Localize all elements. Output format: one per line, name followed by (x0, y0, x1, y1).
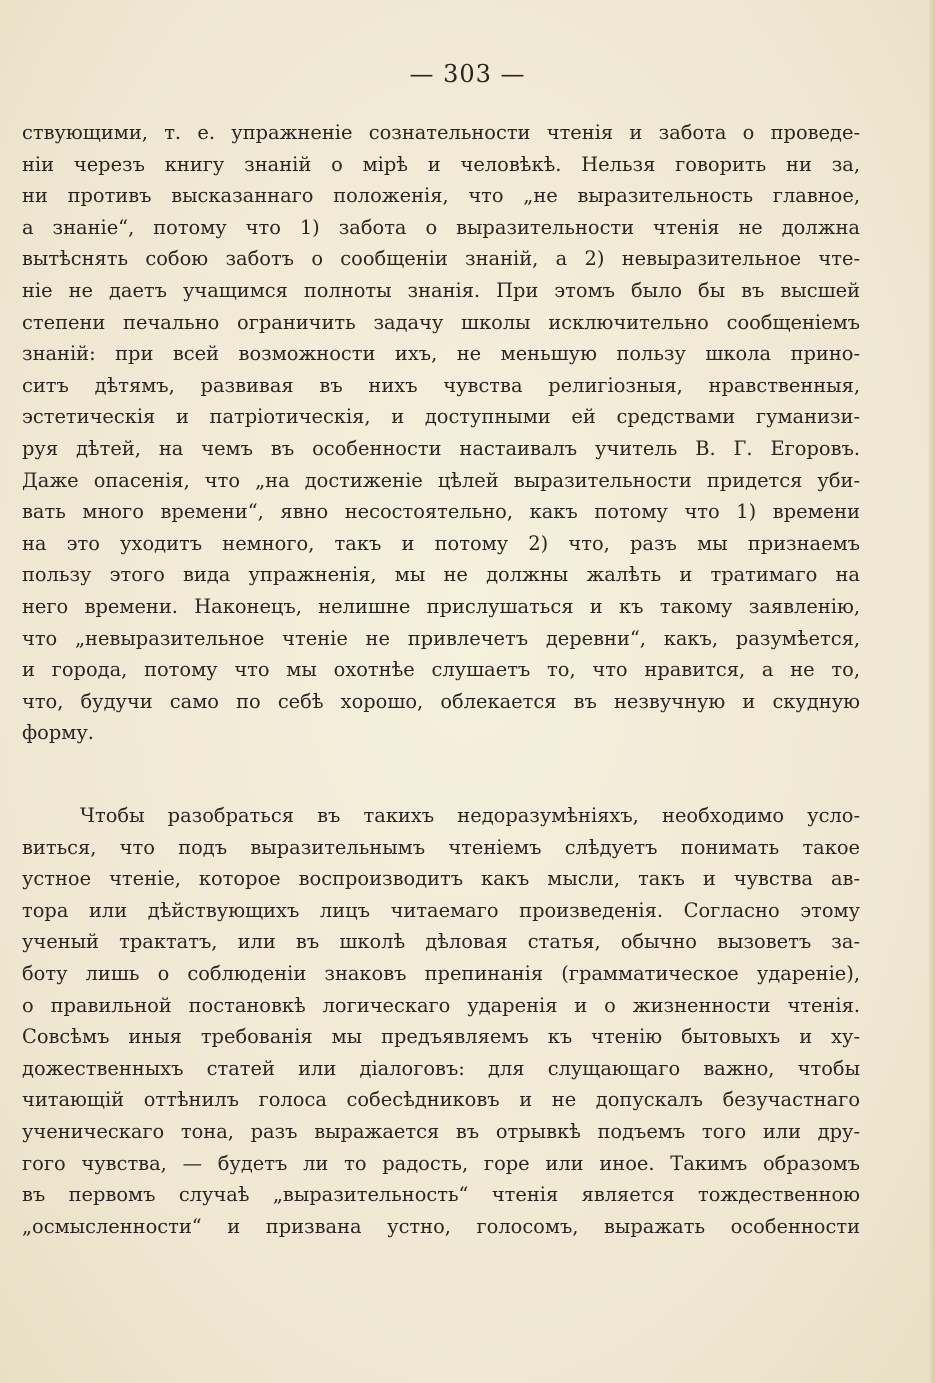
text-line: него времени. Наконецъ, нелишне прислушаться и къ такому заявленію, (22, 594, 860, 618)
text-line: Совсѣмъ иныя требованія мы предъявляемъ къ чтенію бытовыхъ и ху- (22, 1025, 860, 1049)
text-line: руя дѣтей, на чемъ въ особенности настаивалъ учитель В. Г. Егоровъ. (22, 436, 860, 460)
text-line: ученическаго тона, разъ выражается въ отрывкѣ подъемъ того или дру- (22, 1119, 860, 1143)
text-line: на это уходитъ немного, такъ и потому 2) что, разъ мы признаемъ (22, 531, 860, 555)
text-line: а знаніе“, потому что 1) забота о выразительности чтенія не должна (22, 215, 860, 239)
text-line: что „невыразительное чтеніе не привлечетъ деревни“, какъ, разумѣется, (22, 626, 860, 650)
text-line: эстетическія и патріотическія, и доступными ей средствами гуманизи- (22, 405, 860, 429)
text-line: виться, что подъ выразительнымъ чтеніемъ слѣдуетъ понимать такое (22, 835, 860, 859)
text-line: пользу этого вида упражненія, мы не должны жалѣть и тратимаго на (22, 563, 860, 587)
text-line: ніе не даетъ учащимся полноты знанія. При этомъ было бы въ высшей (22, 278, 860, 302)
text-line: читающій оттѣнилъ голоса собесѣдниковъ и не допускалъ безучастнаго (22, 1088, 860, 1112)
text-line: тора или дѣйствующихъ лицъ читаемаго произведенія. Согласно этому (22, 898, 860, 922)
text-line: дожественныхъ статей или діалоговъ: для слущающаго важно, чтобы (22, 1056, 860, 1080)
text-line: вать много времени“, явно несостоятельно, какъ потому что 1) времени (22, 500, 860, 524)
paragraph-2 (22, 800, 860, 1242)
text-line: и города, потому что мы охотнѣе слушаетъ то, что нравится, а не то, (22, 658, 860, 682)
text-line: ствующими, т. е. упражненіе сознательности чтенія и забота о проведе- (22, 121, 860, 144)
text-line: Чтобы разобраться въ такихъ недоразумѣніяхъ, необходимо усло- (80, 804, 860, 827)
text-line: ученый трактатъ, или въ школѣ дѣловая статья, обычно вызоветъ за- (22, 930, 860, 954)
text-line: форму. (22, 721, 94, 745)
text-line: ніи черезъ книгу знаній о мірѣ и человѣкѣ. Нельзя говорить ни за, (22, 152, 860, 176)
text-line: о правильной постановкѣ логическаго ударенія и о жизненности чтенія. (22, 993, 860, 1017)
paragraph-1 (22, 117, 860, 749)
text-line: что, будучи само по себѣ хорошо, облекается въ незвучную и скудную (22, 689, 860, 713)
text-line: „осмысленности“ и призвана устно, голосомъ, выражать особенности (22, 1214, 860, 1238)
page-edge (929, 0, 935, 1383)
text-line: ни противъ высказаннаго положенія, что „не выразительность главное, (22, 184, 860, 208)
text-line: въ первомъ случаѣ „выразительность“ чтенія является тождественною (22, 1183, 860, 1207)
text-line: знаній: при всей возможности ихъ, не меньшую пользу школа прино- (22, 342, 860, 366)
text-line: степени печально ограничить задачу школы исключительно сообщеніемъ (22, 310, 860, 334)
text-line: гого чувства, — будетъ ли то радость, горе или иное. Такимъ образомъ (22, 1151, 860, 1175)
text-line: боту лишь о соблюденіи знаковъ препинанія (грамматическое удареніе), (22, 961, 860, 985)
text-line: устное чтеніе, которое воспроизводитъ какъ мысли, такъ и чувства ав- (22, 867, 860, 891)
text-line: вытѣснять собою заботъ о сообщеніи знаній, а 2) невыразительное чте- (22, 247, 860, 271)
page-number: — 303 — (409, 60, 526, 88)
text-line: Даже опасенія, что „на достиженіе цѣлей выразительности придется уби- (22, 468, 860, 492)
text-line: ситъ дѣтямъ, развивая въ нихъ чувства религіозныя, нравственныя, (22, 373, 860, 397)
